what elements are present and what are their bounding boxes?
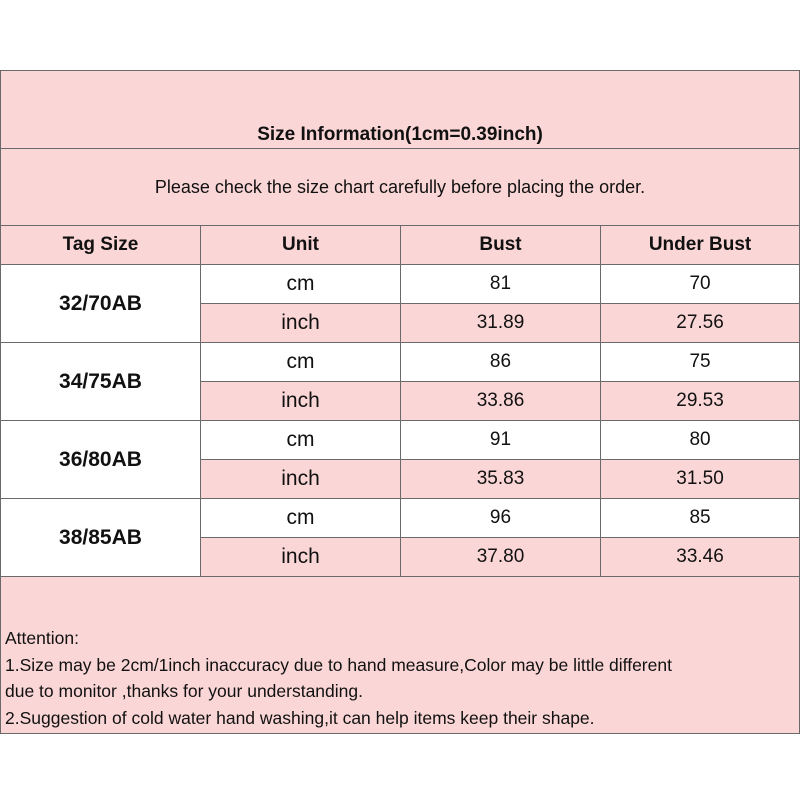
under-bust-cell: 70 — [601, 265, 800, 304]
unit-cell: cm — [201, 265, 401, 304]
under-bust-cell: 80 — [601, 421, 800, 460]
table-row — [1, 421, 800, 460]
note-line-1a: 1.Size may be 2cm/1inch inaccuracy due to hand measure,Color may be little different — [5, 654, 672, 675]
table-row — [1, 499, 800, 538]
table-row — [1, 343, 800, 382]
bust-cell: 86 — [401, 343, 601, 382]
header-under-bust: Under Bust — [601, 226, 800, 265]
bust-cell: 33.86 — [401, 382, 601, 421]
unit-cell: inch — [201, 460, 401, 499]
table-row — [1, 265, 800, 304]
note-line-1b: due to monitor ,thanks for your understanding. — [5, 681, 363, 701]
header-row — [1, 226, 800, 265]
size-table — [0, 70, 800, 734]
tag-size-cell: 38/85AB — [1, 499, 201, 577]
unit-cell: cm — [201, 421, 401, 460]
bust-cell: 35.83 — [401, 460, 601, 499]
under-bust-cell: 75 — [601, 343, 800, 382]
title-row — [1, 71, 800, 149]
header-tag-size: Tag Size — [1, 226, 201, 265]
bust-cell: 91 — [401, 421, 601, 460]
bust-cell: 31.89 — [401, 304, 601, 343]
size-chart-sheet — [0, 70, 799, 730]
note-line-2: 2.Suggestion of cold water hand washing,it can help items keep their shape. — [5, 707, 595, 728]
under-bust-cell: 29.53 — [601, 382, 800, 421]
under-bust-cell: 27.56 — [601, 304, 800, 343]
notes-row — [1, 577, 800, 734]
header-unit: Unit — [201, 226, 401, 265]
tag-size-cell: 32/70AB — [1, 265, 201, 343]
header-bust: Bust — [401, 226, 601, 265]
bust-cell: 37.80 — [401, 538, 601, 577]
attention-notes — [1, 577, 800, 734]
page-title: Size Information(1cm=0.39inch) — [257, 124, 543, 145]
tag-size-cell: 34/75AB — [1, 343, 201, 421]
unit-cell: cm — [201, 343, 401, 382]
bust-cell: 81 — [401, 265, 601, 304]
under-bust-cell: 31.50 — [601, 460, 800, 499]
subtitle-cell — [1, 149, 800, 226]
unit-cell: inch — [201, 304, 401, 343]
attention-heading: Attention: — [5, 628, 79, 648]
subtitle-text: Please check the size chart carefully before placing the order. — [154, 176, 646, 197]
under-bust-cell: 33.46 — [601, 538, 800, 577]
title-cell — [1, 71, 800, 149]
tag-size-cell: 36/80AB — [1, 421, 201, 499]
unit-cell: cm — [201, 499, 401, 538]
unit-cell: inch — [201, 382, 401, 421]
unit-cell: inch — [201, 538, 401, 577]
under-bust-cell: 85 — [601, 499, 800, 538]
bust-cell: 96 — [401, 499, 601, 538]
subtitle-row — [1, 149, 800, 226]
